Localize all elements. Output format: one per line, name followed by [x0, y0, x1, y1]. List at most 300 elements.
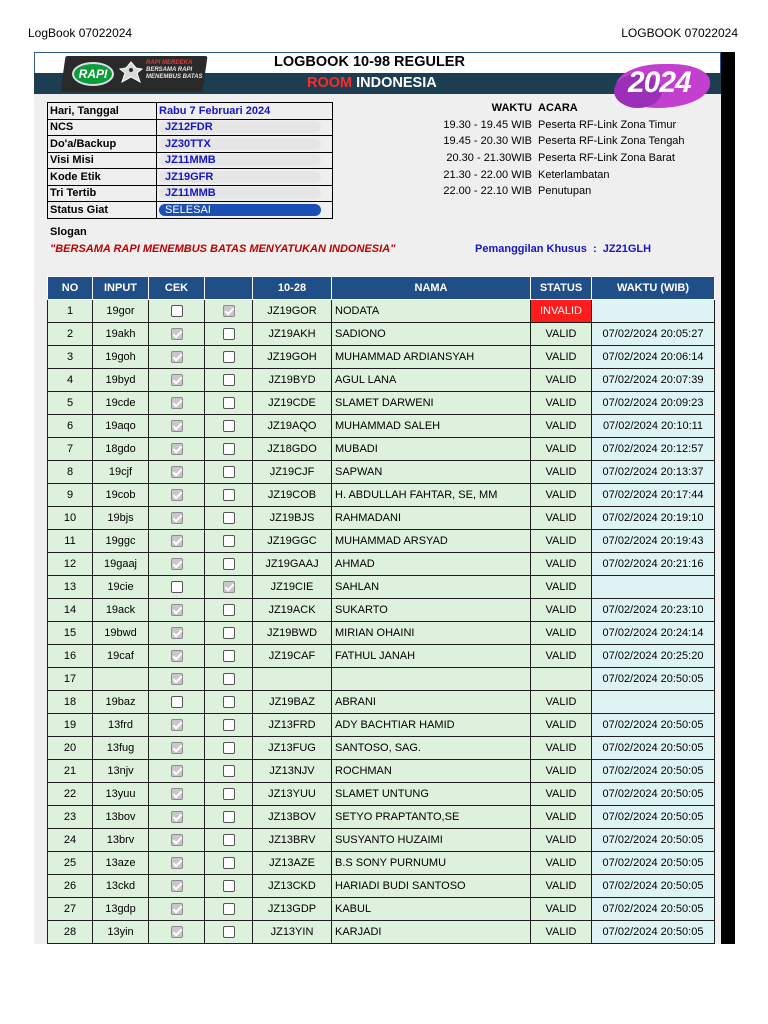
row-time: 07/02/2024 20:50:05 [592, 875, 715, 898]
row-name: ROCHMAN [332, 760, 531, 783]
cek-checkbox[interactable] [171, 443, 183, 455]
row-callsign: JZ19BWD [253, 622, 332, 645]
row-number: 10 [48, 507, 93, 530]
alt-checkbox[interactable] [223, 374, 235, 386]
agenda-acara: Peserta RF-Link Zona Tengah [538, 135, 685, 148]
row-callsign: JZ13GDP [253, 898, 332, 921]
info-row [48, 202, 333, 219]
row-callsign: JZ13NJV [253, 760, 332, 783]
cek-checkbox[interactable] [171, 305, 183, 317]
column-header [205, 277, 253, 300]
cek-checkbox[interactable] [171, 765, 183, 777]
row-time: 07/02/2024 20:17:44 [592, 484, 715, 507]
info-label: Visi Misi [48, 152, 157, 169]
cek-checkbox-cell [149, 783, 205, 806]
table-row [48, 369, 715, 392]
row-input [93, 668, 149, 691]
row-callsign: JZ19BAZ [253, 691, 332, 714]
row-time: 07/02/2024 20:50:05 [592, 737, 715, 760]
row-name: B.S SONY PURNUMU [332, 852, 531, 875]
row-number: 11 [48, 530, 93, 553]
info-label: Do'a/Backup [48, 136, 157, 153]
row-name: MUHAMMAD SALEH [332, 415, 531, 438]
agenda-acara: Penutupan [538, 185, 592, 198]
alt-checkbox[interactable] [223, 443, 235, 455]
alt-checkbox-cell [205, 599, 253, 622]
alt-checkbox[interactable] [223, 627, 235, 639]
row-callsign: JZ19ACK [253, 599, 332, 622]
info-row [48, 103, 333, 120]
alt-checkbox[interactable] [223, 489, 235, 501]
column-header: STATUS [531, 277, 592, 300]
page-header-right: LOGBOOK 07022024 [621, 26, 738, 40]
table-row [48, 783, 715, 806]
info-row [48, 152, 333, 169]
callsign-pill: JZ11MMB [159, 154, 321, 166]
cek-checkbox[interactable] [171, 512, 183, 524]
table-row [48, 714, 715, 737]
alt-checkbox-cell [205, 576, 253, 599]
cek-checkbox[interactable] [171, 673, 183, 685]
row-number: 6 [48, 415, 93, 438]
cek-checkbox[interactable] [171, 880, 183, 892]
alt-checkbox[interactable] [223, 857, 235, 869]
row-status: VALID [531, 737, 592, 760]
cek-checkbox-cell [149, 300, 205, 323]
row-status: VALID [531, 369, 592, 392]
row-number: 27 [48, 898, 93, 921]
row-input: 19aqo [93, 415, 149, 438]
alt-checkbox[interactable] [223, 742, 235, 754]
cek-checkbox[interactable] [171, 926, 183, 938]
alt-checkbox[interactable] [223, 811, 235, 823]
row-status: VALID [531, 921, 592, 944]
table-row [48, 760, 715, 783]
cek-checkbox-cell [149, 737, 205, 760]
row-time: 07/02/2024 20:23:10 [592, 599, 715, 622]
row-name: H. ABDULLAH FAHTAR, SE, MM [332, 484, 531, 507]
special-call-value: JZ21GLH [602, 243, 652, 255]
row-number: 28 [48, 921, 93, 944]
row-callsign: JZ19AKH [253, 323, 332, 346]
row-name [332, 668, 531, 691]
agenda-header-acara: ACARA [538, 102, 578, 114]
cek-checkbox[interactable] [171, 558, 183, 570]
row-input: 19ggc [93, 530, 149, 553]
alt-checkbox-cell [205, 622, 253, 645]
alt-checkbox[interactable] [223, 420, 235, 432]
cek-checkbox[interactable] [171, 397, 183, 409]
cek-checkbox-cell [149, 346, 205, 369]
alt-checkbox-cell [205, 369, 253, 392]
cek-checkbox[interactable] [171, 535, 183, 547]
alt-checkbox[interactable] [223, 305, 235, 317]
row-name: SLAMET DARWENI [332, 392, 531, 415]
row-name: KARJADI [332, 921, 531, 944]
info-value: Rabu 7 Februari 2024 [157, 103, 333, 120]
row-status: VALID [531, 461, 592, 484]
row-number: 19 [48, 714, 93, 737]
table-row [48, 323, 715, 346]
cek-checkbox-cell [149, 921, 205, 944]
column-header: NO [48, 277, 93, 300]
row-input: 19cie [93, 576, 149, 599]
row-status: VALID [531, 530, 592, 553]
row-name: ABRANI [332, 691, 531, 714]
alt-checkbox[interactable] [223, 512, 235, 524]
row-input: 13ckd [93, 875, 149, 898]
row-input: 13bov [93, 806, 149, 829]
row-callsign: JZ19CJF [253, 461, 332, 484]
alt-checkbox[interactable] [223, 535, 235, 547]
row-callsign: JZ19GAAJ [253, 553, 332, 576]
cek-checkbox[interactable] [171, 604, 183, 616]
cek-checkbox[interactable] [171, 696, 183, 708]
alt-checkbox-cell [205, 737, 253, 760]
row-name: MUBADI [332, 438, 531, 461]
alt-checkbox[interactable] [223, 328, 235, 340]
cek-checkbox-cell [149, 415, 205, 438]
column-header: CEK [149, 277, 205, 300]
info-value [157, 202, 333, 219]
row-time: 07/02/2024 20:19:10 [592, 507, 715, 530]
row-input: 19cob [93, 484, 149, 507]
row-time: 07/02/2024 20:50:05 [592, 852, 715, 875]
row-status: VALID [531, 829, 592, 852]
row-status: VALID [531, 622, 592, 645]
row-time: 07/02/2024 20:13:37 [592, 461, 715, 484]
alt-checkbox[interactable] [223, 696, 235, 708]
subtitle-room: ROOM [307, 75, 353, 91]
row-number: 23 [48, 806, 93, 829]
row-number: 21 [48, 760, 93, 783]
alt-checkbox[interactable] [223, 581, 235, 593]
table-row [48, 576, 715, 599]
table-row [48, 346, 715, 369]
row-callsign: JZ13BRV [253, 829, 332, 852]
info-value [157, 152, 333, 169]
row-callsign: JZ19GGC [253, 530, 332, 553]
info-label: Kode Etik [48, 169, 157, 186]
row-status: VALID [531, 438, 592, 461]
row-number: 7 [48, 438, 93, 461]
special-call-label: Pemanggilan Khusus [475, 243, 587, 255]
page-title: LOGBOOK 10-98 REGULER [274, 54, 465, 70]
alt-checkbox[interactable] [223, 351, 235, 363]
cek-checkbox-cell [149, 392, 205, 415]
alt-checkbox[interactable] [223, 650, 235, 662]
eagle-icon [118, 60, 144, 88]
row-callsign: JZ19CDE [253, 392, 332, 415]
slogan-label: Slogan [50, 226, 87, 238]
alt-checkbox-cell [205, 346, 253, 369]
table-row [48, 668, 715, 691]
row-callsign: JZ13FUG [253, 737, 332, 760]
row-name: MUHAMMAD ARDIANSYAH [332, 346, 531, 369]
cek-checkbox-cell [149, 645, 205, 668]
row-time: 07/02/2024 20:05:27 [592, 323, 715, 346]
info-row [48, 136, 333, 153]
cek-checkbox[interactable] [171, 374, 183, 386]
row-status: VALID [531, 599, 592, 622]
row-input: 13njv [93, 760, 149, 783]
alt-checkbox-cell [205, 530, 253, 553]
row-status: VALID [531, 392, 592, 415]
row-status: INVALID [531, 300, 592, 323]
subtitle-indonesia: INDONESIA [356, 75, 437, 91]
cek-checkbox[interactable] [171, 788, 183, 800]
agenda-acara: Peserta RF-Link Zona Timur [538, 118, 677, 131]
alt-checkbox-cell [205, 714, 253, 737]
row-number: 9 [48, 484, 93, 507]
row-number: 8 [48, 461, 93, 484]
alt-checkbox[interactable] [223, 834, 235, 846]
row-status: VALID [531, 898, 592, 921]
column-header: WAKTU (WIB) [592, 277, 715, 300]
info-row [48, 185, 333, 202]
row-number: 26 [48, 875, 93, 898]
table-row [48, 737, 715, 760]
cek-checkbox-cell [149, 369, 205, 392]
logo-text [146, 60, 204, 81]
info-value [157, 136, 333, 153]
row-name: MIRIAN OHAINI [332, 622, 531, 645]
row-callsign: JZ13AZE [253, 852, 332, 875]
logo-text-line2: BERSAMA RAPI MENEMBUS BATAS [146, 67, 203, 80]
column-header: NAMA [332, 277, 531, 300]
cek-checkbox-cell [149, 806, 205, 829]
alt-checkbox[interactable] [223, 558, 235, 570]
table-row [48, 622, 715, 645]
agenda-item [430, 135, 685, 152]
cek-checkbox[interactable] [171, 627, 183, 639]
column-header: 10-28 [253, 277, 332, 300]
agenda-time: 21.30 - 22.00 WIB [443, 168, 532, 181]
table-row [48, 852, 715, 875]
row-callsign: JZ13FRD [253, 714, 332, 737]
row-time: 07/02/2024 20:24:14 [592, 622, 715, 645]
cek-checkbox[interactable] [171, 857, 183, 869]
alt-checkbox-cell [205, 553, 253, 576]
alt-checkbox[interactable] [223, 719, 235, 731]
table-row [48, 921, 715, 944]
cek-checkbox-cell [149, 875, 205, 898]
row-callsign: JZ18GDO [253, 438, 332, 461]
row-number: 14 [48, 599, 93, 622]
row-number: 17 [48, 668, 93, 691]
row-callsign: JZ13YUU [253, 783, 332, 806]
agenda-schedule [430, 102, 685, 202]
info-label: Tri Tertib [48, 185, 157, 202]
info-row [48, 169, 333, 186]
row-input: 18gdo [93, 438, 149, 461]
alt-checkbox-cell [205, 645, 253, 668]
row-time: 07/02/2024 20:50:05 [592, 714, 715, 737]
alt-checkbox[interactable] [223, 926, 235, 938]
agenda-time: 19.30 - 19.45 WIB [443, 118, 532, 131]
cek-checkbox-cell [149, 760, 205, 783]
table-row [48, 898, 715, 921]
alt-checkbox-cell [205, 415, 253, 438]
agenda-acara: Peserta RF-Link Zona Barat [538, 152, 675, 165]
row-name: KABUL [332, 898, 531, 921]
table-row [48, 438, 715, 461]
row-name: RAHMADANI [332, 507, 531, 530]
row-name: SADIONO [332, 323, 531, 346]
alt-checkbox-cell [205, 461, 253, 484]
cek-checkbox-cell [149, 323, 205, 346]
row-name: SAPWAN [332, 461, 531, 484]
cek-checkbox[interactable] [171, 811, 183, 823]
cek-checkbox-cell [149, 507, 205, 530]
row-input: 13frd [93, 714, 149, 737]
alt-checkbox-cell [205, 783, 253, 806]
logbook-table [47, 276, 715, 944]
cek-checkbox-cell [149, 852, 205, 875]
table-row [48, 875, 715, 898]
alt-checkbox-cell [205, 300, 253, 323]
row-name: HARIADI BUDI SANTOSO [332, 875, 531, 898]
row-number: 13 [48, 576, 93, 599]
table-row [48, 530, 715, 553]
alt-checkbox[interactable] [223, 466, 235, 478]
row-status: VALID [531, 484, 592, 507]
row-input: 19akh [93, 323, 149, 346]
row-number: 22 [48, 783, 93, 806]
cek-checkbox-cell [149, 484, 205, 507]
row-name: SANTOSO, SAG. [332, 737, 531, 760]
alt-checkbox-cell [205, 760, 253, 783]
alt-checkbox-cell [205, 852, 253, 875]
table-row [48, 645, 715, 668]
info-label: NCS [48, 119, 157, 136]
row-status: VALID [531, 415, 592, 438]
table-row [48, 553, 715, 576]
row-input: 19bwd [93, 622, 149, 645]
agenda-header-waktu: WAKTU [491, 102, 532, 114]
cek-checkbox-cell [149, 898, 205, 921]
cek-checkbox-cell [149, 576, 205, 599]
alt-checkbox[interactable] [223, 903, 235, 915]
cek-checkbox[interactable] [171, 489, 183, 501]
agenda-item [430, 119, 685, 136]
column-header: INPUT [93, 277, 149, 300]
row-time: 07/02/2024 20:50:05 [592, 760, 715, 783]
callsign-pill: JZ12FDR [159, 121, 321, 133]
row-number: 25 [48, 852, 93, 875]
alt-checkbox-cell [205, 691, 253, 714]
info-label: Hari, Tanggal [48, 103, 157, 120]
alt-checkbox-cell [205, 921, 253, 944]
alt-checkbox[interactable] [223, 604, 235, 616]
row-time: 07/02/2024 20:25:20 [592, 645, 715, 668]
row-input: 19baz [93, 691, 149, 714]
row-input: 19byd [93, 369, 149, 392]
row-time: 07/02/2024 20:07:39 [592, 369, 715, 392]
row-status: VALID [531, 806, 592, 829]
cek-checkbox[interactable] [171, 834, 183, 846]
row-callsign: JZ19CAF [253, 645, 332, 668]
row-time: 07/02/2024 20:12:57 [592, 438, 715, 461]
agenda-time: 19.45 - 20.30 WIB [443, 135, 532, 148]
alt-checkbox[interactable] [223, 673, 235, 685]
alt-checkbox[interactable] [223, 765, 235, 777]
row-number: 16 [48, 645, 93, 668]
row-name: MUHAMMAD ARSYAD [332, 530, 531, 553]
cek-checkbox-cell [149, 668, 205, 691]
row-number: 18 [48, 691, 93, 714]
cek-checkbox-cell [149, 691, 205, 714]
slogan-text: "BERSAMA RAPI MENEMBUS BATAS MENYATUKAN INDONESIA" [50, 243, 396, 255]
table-row [48, 415, 715, 438]
row-input: 13aze [93, 852, 149, 875]
alt-checkbox[interactable] [223, 880, 235, 892]
cek-checkbox[interactable] [171, 719, 183, 731]
info-value [157, 185, 333, 202]
table-row [48, 806, 715, 829]
row-status: VALID [531, 507, 592, 530]
cek-checkbox[interactable] [171, 420, 183, 432]
alt-checkbox-cell [205, 898, 253, 921]
row-time: 07/02/2024 20:50:05 [592, 668, 715, 691]
cek-checkbox-cell [149, 622, 205, 645]
row-number: 2 [48, 323, 93, 346]
info-row [48, 119, 333, 136]
row-callsign: JZ19AQO [253, 415, 332, 438]
row-status: VALID [531, 691, 592, 714]
row-time: 07/02/2024 20:50:05 [592, 783, 715, 806]
logo-text-line1: RAPI MERDEKA [146, 60, 193, 66]
row-callsign: JZ19GOH [253, 346, 332, 369]
row-input: 13brv [93, 829, 149, 852]
row-callsign: JZ13YIN [253, 921, 332, 944]
cek-checkbox-cell [149, 530, 205, 553]
row-status: VALID [531, 346, 592, 369]
callsign-pill: JZ11MMB [159, 187, 321, 199]
cek-checkbox[interactable] [171, 466, 183, 478]
row-name: AGUL LANA [332, 369, 531, 392]
alt-checkbox-cell [205, 829, 253, 852]
row-callsign: JZ19BJS [253, 507, 332, 530]
table-row [48, 599, 715, 622]
row-time: 07/02/2024 20:50:05 [592, 898, 715, 921]
row-time [592, 300, 715, 323]
info-value [157, 119, 333, 136]
cek-checkbox[interactable] [171, 903, 183, 915]
cek-checkbox[interactable] [171, 328, 183, 340]
cek-checkbox[interactable] [171, 581, 183, 593]
cek-checkbox-cell [149, 553, 205, 576]
alt-checkbox-cell [205, 484, 253, 507]
info-label: Status Giat [48, 202, 157, 219]
alt-checkbox[interactable] [223, 397, 235, 409]
alt-checkbox[interactable] [223, 788, 235, 800]
row-callsign: JZ13BOV [253, 806, 332, 829]
agenda-item [430, 185, 685, 202]
row-name: ADY BACHTIAR HAMID [332, 714, 531, 737]
sheet-right-border [721, 52, 735, 944]
row-input: 19cde [93, 392, 149, 415]
row-input: 13yin [93, 921, 149, 944]
row-callsign: JZ13CKD [253, 875, 332, 898]
special-call [475, 243, 651, 255]
cek-checkbox[interactable] [171, 650, 183, 662]
table-row [48, 461, 715, 484]
callsign-pill: JZ19GFR [159, 171, 321, 183]
cek-checkbox[interactable] [171, 742, 183, 754]
cek-checkbox[interactable] [171, 351, 183, 363]
row-number: 24 [48, 829, 93, 852]
